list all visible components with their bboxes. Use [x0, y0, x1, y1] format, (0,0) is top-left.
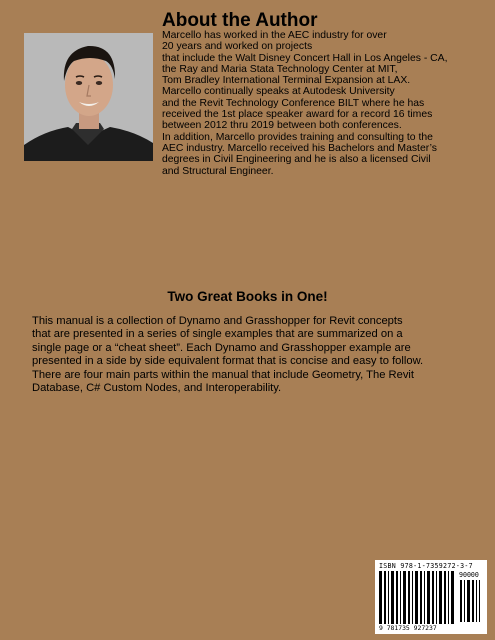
books-heading: Two Great Books in One! [167, 289, 328, 304]
books-body-line: This manual is a collection of Dynamo and Grasshopper for Revit concepts [32, 315, 403, 327]
author-bio-line: between 2012 thru 2019 between both conferences. [162, 120, 402, 132]
author-bio-line: the Ray and Maria Stata Technology Center at MIT, [162, 63, 398, 75]
author-bio-line: and Structural Engineer. [162, 165, 274, 177]
author-bio-line: received the 1st place speaker award for a record 16 times [162, 109, 433, 121]
author-bio-line: Tom Bradley International Terminal Expansion at LAX. [162, 75, 411, 87]
isbn-barcode [375, 560, 487, 634]
books-body-line: Database, C# Custom Nodes, and Interoperability. [32, 382, 282, 395]
books-body-line: single page or a “cheat sheet”. Each Dynamo and Grasshopper example are [32, 341, 411, 354]
books-body-line: There are four main parts within the manual that include Geometry, The Revit [32, 368, 415, 381]
author-bio [162, 30, 482, 177]
books-description [32, 315, 482, 395]
books-body-line: that are presented in a series of single examples that are summarized on a [32, 328, 403, 341]
author-photo [24, 33, 153, 161]
barcode-bars [378, 571, 456, 624]
isbn-label: ISBN 978-1-7359272-3-7 [379, 562, 473, 570]
author-portrait-image [24, 33, 153, 161]
author-bio-line: Marcello continually speaks at Autodesk University [162, 86, 395, 98]
author-bio-line: degrees in Civil Engineering and he is also a licensed Civil [162, 154, 431, 166]
author-bio-line: Marcello has worked in the AEC industry for over [162, 30, 387, 41]
price-barcode-bars [459, 580, 481, 622]
books-body-line: presented in a side by side equivalent format that is concise and easy to follow. [32, 355, 424, 368]
about-author-heading: About the Author [162, 10, 318, 31]
author-bio-line: AEC industry. Marcello received his Bachelors and Master’s [162, 142, 437, 154]
author-bio-line: 20 years and worked on projects [162, 41, 313, 53]
price-code: 90000 [459, 571, 479, 579]
barcode-digits: 9 781735 927237 [379, 624, 437, 632]
author-bio-line: In addition, Marcello provides training and consulting to the [162, 131, 433, 143]
author-bio-line: and the Revit Technology Conference BILT where he has [162, 97, 425, 109]
author-bio-line: that include the Walt Disney Concert Hall in Los Angeles - CA, [162, 52, 448, 64]
